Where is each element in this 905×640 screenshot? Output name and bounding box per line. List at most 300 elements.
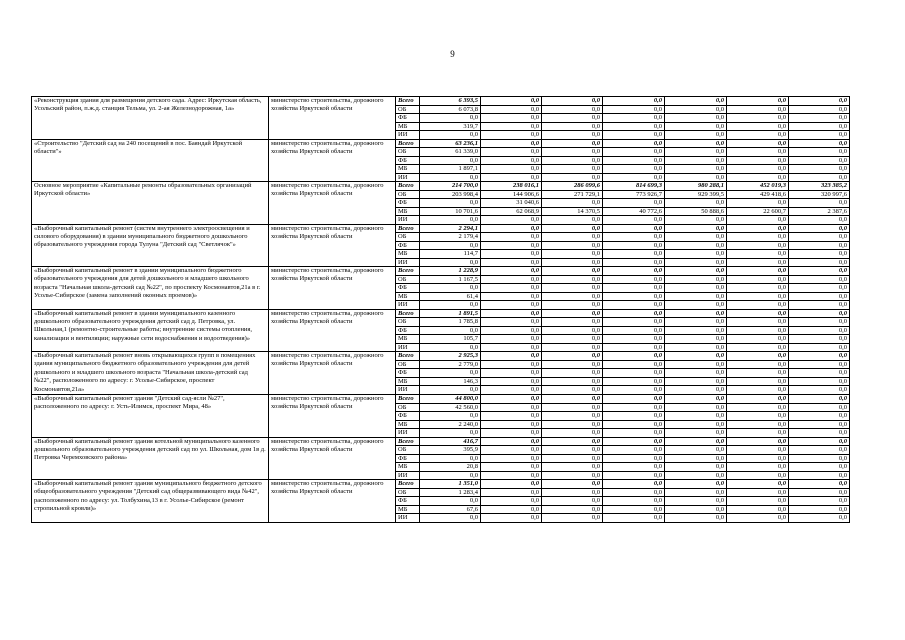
- amount-cell: 0,0: [727, 199, 789, 208]
- funding-source-label: ФБ: [396, 114, 420, 123]
- amount-cell: 0,0: [789, 429, 850, 438]
- measure-name: «Строительство "Детский сад на 240 посещений в пос. Баяндай Иркутской области"»: [32, 139, 269, 182]
- amount-cell: 286 099,6: [542, 182, 603, 191]
- amount-cell: 0,0: [420, 412, 481, 421]
- amount-cell: 0,0: [727, 505, 789, 514]
- amount-cell: 0,0: [665, 360, 727, 369]
- amount-cell: 0,0: [727, 97, 789, 106]
- amount-cell: 0,0: [603, 301, 665, 310]
- table-row: [32, 480, 850, 489]
- table-row: [32, 139, 850, 148]
- amount-cell: 0,0: [603, 292, 665, 301]
- amount-cell: 395,9: [420, 446, 481, 455]
- amount-cell: 0,0: [603, 131, 665, 140]
- amount-cell: 44 800,0: [420, 395, 481, 404]
- amount-cell: 61,4: [420, 292, 481, 301]
- amount-cell: 0,0: [665, 318, 727, 327]
- amount-cell: 0,0: [789, 292, 850, 301]
- amount-cell: 0,0: [665, 420, 727, 429]
- amount-cell: 0,0: [789, 352, 850, 361]
- amount-cell: 6 073,8: [420, 105, 481, 114]
- measure-name: «Выборочный капитальный ремонт вновь открывающихся групп в помещениях здания муниципального бюджетного образовательного учреждения для детей дошкольного и младшего школьного возраста "Начальная школа-детский сад №22", расположенного по адресу: г. Усолье-Сибирское, проспект Космонавтов,21а»: [32, 352, 269, 395]
- amount-cell: 1 351,0: [420, 480, 481, 489]
- amount-cell: 0,0: [603, 258, 665, 267]
- amount-cell: 0,0: [789, 301, 850, 310]
- amount-cell: 0,0: [665, 114, 727, 123]
- amount-cell: 0,0: [603, 463, 665, 472]
- table-row: [32, 352, 850, 361]
- amount-cell: 0,0: [727, 488, 789, 497]
- funding-source-label: ОБ: [396, 360, 420, 369]
- amount-cell: 0,0: [603, 122, 665, 131]
- amount-cell: 0,0: [603, 505, 665, 514]
- amount-cell: 0,0: [727, 377, 789, 386]
- amount-cell: 0,0: [789, 318, 850, 327]
- amount-cell: 0,0: [603, 471, 665, 480]
- amount-cell: 0,0: [603, 412, 665, 421]
- amount-cell: 1 228,9: [420, 267, 481, 276]
- amount-cell: 0,0: [420, 131, 481, 140]
- amount-cell: 0,0: [481, 335, 542, 344]
- amount-cell: 0,0: [420, 471, 481, 480]
- amount-cell: 0,0: [481, 514, 542, 523]
- amount-cell: 0,0: [665, 224, 727, 233]
- amount-cell: 929 399,5: [665, 190, 727, 199]
- amount-cell: 0,0: [542, 267, 603, 276]
- amount-cell: 0,0: [665, 429, 727, 438]
- funding-source-label: ИИ: [396, 514, 420, 523]
- amount-cell: 0,0: [727, 514, 789, 523]
- amount-cell: 0,0: [542, 446, 603, 455]
- amount-cell: 0,0: [481, 454, 542, 463]
- amount-cell: 0,0: [481, 275, 542, 284]
- amount-cell: 0,0: [789, 275, 850, 284]
- amount-cell: 0,0: [542, 326, 603, 335]
- amount-cell: 0,0: [789, 369, 850, 378]
- amount-cell: 0,0: [542, 497, 603, 506]
- amount-cell: 0,0: [603, 275, 665, 284]
- amount-cell: 0,0: [603, 437, 665, 446]
- funding-source-label: ФБ: [396, 199, 420, 208]
- amount-cell: 1 897,1: [420, 165, 481, 174]
- table-row: [32, 224, 850, 233]
- funding-source-label: Всего: [396, 97, 420, 106]
- funding-source-label: МБ: [396, 122, 420, 131]
- amount-cell: 0,0: [542, 360, 603, 369]
- amount-cell: 0,0: [665, 497, 727, 506]
- funding-source-label: Всего: [396, 182, 420, 191]
- amount-cell: 0,0: [789, 224, 850, 233]
- amount-cell: 0,0: [542, 488, 603, 497]
- funding-source-label: ФБ: [396, 284, 420, 293]
- amount-cell: 0,0: [789, 403, 850, 412]
- amount-cell: 0,0: [542, 403, 603, 412]
- amount-cell: 0,0: [542, 139, 603, 148]
- funding-source-label: МБ: [396, 292, 420, 301]
- executor-name: министерство строительства, дорожного хозяйства Иркутской области: [269, 139, 396, 182]
- amount-cell: 0,0: [542, 105, 603, 114]
- funding-source-label: МБ: [396, 165, 420, 174]
- amount-cell: 0,0: [665, 97, 727, 106]
- amount-cell: 0,0: [665, 148, 727, 157]
- amount-cell: 0,0: [727, 224, 789, 233]
- amount-cell: 0,0: [481, 463, 542, 472]
- amount-cell: 0,0: [665, 284, 727, 293]
- table-row: [32, 309, 850, 318]
- amount-cell: 0,0: [481, 224, 542, 233]
- page-number: 9: [450, 49, 455, 59]
- amount-cell: 0,0: [727, 131, 789, 140]
- funding-source-label: ИИ: [396, 471, 420, 480]
- amount-cell: 105,7: [420, 335, 481, 344]
- amount-cell: 0,0: [603, 250, 665, 259]
- amount-cell: 0,0: [603, 114, 665, 123]
- amount-cell: 0,0: [481, 471, 542, 480]
- amount-cell: 0,0: [727, 114, 789, 123]
- table-row: [32, 182, 850, 191]
- amount-cell: 0,0: [727, 437, 789, 446]
- measure-name: «Выборочный капитальный ремонт в здании муниципального казенного дошкольного образовательного учреждения детский сад д. Петровка, ул. Школьная,1 (ремонтно-строительные работы; внутренние системы отопления, канализации и вентиляции; наружные сети водоснабжения и водоотведения)»: [32, 309, 269, 352]
- amount-cell: 0,0: [481, 301, 542, 310]
- amount-cell: 0,0: [481, 292, 542, 301]
- amount-cell: 0,0: [420, 258, 481, 267]
- amount-cell: 0,0: [542, 395, 603, 404]
- amount-cell: 0,0: [727, 241, 789, 250]
- amount-cell: 0,0: [789, 131, 850, 140]
- amount-cell: 0,0: [665, 199, 727, 208]
- amount-cell: 0,0: [727, 275, 789, 284]
- measure-name: «Реконструкция здания для размещения детского сада. Адрес: Иркутская область, Усольский район, п.ж.д. станция Тельма, ул. 2-ая Железнодорожная, 1а»: [32, 97, 269, 140]
- amount-cell: 0,0: [727, 258, 789, 267]
- amount-cell: 0,0: [481, 284, 542, 293]
- amount-cell: 0,0: [542, 429, 603, 438]
- amount-cell: 0,0: [789, 309, 850, 318]
- amount-cell: 2 925,3: [420, 352, 481, 361]
- funding-source-label: ФБ: [396, 369, 420, 378]
- amount-cell: 0,0: [727, 395, 789, 404]
- funding-source-label: ОБ: [396, 190, 420, 199]
- amount-cell: 0,0: [789, 165, 850, 174]
- amount-cell: 0,0: [603, 395, 665, 404]
- amount-cell: 2 179,4: [420, 233, 481, 242]
- executor-name: министерство строительства, дорожного хозяйства Иркутской области: [269, 352, 396, 395]
- amount-cell: 0,0: [665, 488, 727, 497]
- amount-cell: 1 283,4: [420, 488, 481, 497]
- amount-cell: 0,0: [789, 233, 850, 242]
- amount-cell: 0,0: [727, 233, 789, 242]
- amount-cell: 0,0: [603, 309, 665, 318]
- amount-cell: 42 560,0: [420, 403, 481, 412]
- amount-cell: 0,0: [420, 199, 481, 208]
- amount-cell: 31 040,6: [481, 199, 542, 208]
- amount-cell: 0,0: [542, 505, 603, 514]
- funding-source-label: Всего: [396, 352, 420, 361]
- amount-cell: 0,0: [603, 173, 665, 182]
- amount-cell: 0,0: [420, 156, 481, 165]
- amount-cell: 0,0: [789, 250, 850, 259]
- amount-cell: 0,0: [789, 395, 850, 404]
- amount-cell: 0,0: [727, 148, 789, 157]
- amount-cell: 0,0: [727, 497, 789, 506]
- amount-cell: 0,0: [481, 352, 542, 361]
- table-row: [32, 395, 850, 404]
- amount-cell: 0,0: [603, 199, 665, 208]
- measure-name: «Выборочный капитальный ремонт здания "Детский сад-ясли №27", расположенного по адресу: г. Усть-Илимск, проспект Мира, 48»: [32, 395, 269, 438]
- amount-cell: 0,0: [665, 377, 727, 386]
- funding-source-label: Всего: [396, 309, 420, 318]
- funding-source-label: Всего: [396, 437, 420, 446]
- amount-cell: 62 068,9: [481, 207, 542, 216]
- funding-source-label: Всего: [396, 480, 420, 489]
- amount-cell: 0,0: [789, 497, 850, 506]
- amount-cell: 0,0: [727, 335, 789, 344]
- amount-cell: 0,0: [789, 241, 850, 250]
- funding-source-label: ОБ: [396, 488, 420, 497]
- funding-source-label: МБ: [396, 377, 420, 386]
- amount-cell: 0,0: [789, 446, 850, 455]
- amount-cell: 0,0: [789, 505, 850, 514]
- amount-cell: 0,0: [665, 301, 727, 310]
- amount-cell: 0,0: [603, 480, 665, 489]
- amount-cell: 0,0: [481, 377, 542, 386]
- amount-cell: 0,0: [727, 463, 789, 472]
- amount-cell: 0,0: [665, 241, 727, 250]
- amount-cell: 0,0: [603, 360, 665, 369]
- amount-cell: 0,0: [481, 258, 542, 267]
- amount-cell: 0,0: [542, 122, 603, 131]
- amount-cell: 0,0: [665, 505, 727, 514]
- funding-source-label: МБ: [396, 207, 420, 216]
- amount-cell: 0,0: [789, 335, 850, 344]
- amount-cell: 0,0: [727, 454, 789, 463]
- amount-cell: 0,0: [665, 139, 727, 148]
- amount-cell: 0,0: [481, 165, 542, 174]
- amount-cell: 0,0: [420, 454, 481, 463]
- amount-cell: 0,0: [665, 275, 727, 284]
- amount-cell: 0,0: [603, 105, 665, 114]
- amount-cell: 0,0: [542, 114, 603, 123]
- amount-cell: 0,0: [727, 301, 789, 310]
- amount-cell: 0,0: [665, 173, 727, 182]
- executor-name: министерство строительства, дорожного хозяйства Иркутской области: [269, 480, 396, 523]
- amount-cell: 0,0: [727, 216, 789, 225]
- amount-cell: 0,0: [665, 156, 727, 165]
- amount-cell: 0,0: [481, 309, 542, 318]
- amount-cell: 0,0: [665, 335, 727, 344]
- amount-cell: 0,0: [542, 480, 603, 489]
- amount-cell: 0,0: [665, 258, 727, 267]
- amount-cell: 0,0: [542, 250, 603, 259]
- amount-cell: 0,0: [420, 173, 481, 182]
- amount-cell: 0,0: [789, 284, 850, 293]
- measure-name: «Выборочный капитальный ремонт в здании муниципального бюджетного образовательного учреждения для детей дошкольного и младшего школьного возраста "Начальная школа-детский сад №22", по проспекту Космонавтов,21а в г. Усолье-Сибирское (замена заполнений оконных проемов)»: [32, 267, 269, 310]
- amount-cell: 0,0: [542, 437, 603, 446]
- funding-source-label: ОБ: [396, 446, 420, 455]
- executor-name: министерство строительства, дорожного хозяйства Иркутской области: [269, 97, 396, 140]
- funding-source-label: ИИ: [396, 429, 420, 438]
- funding-source-label: ФБ: [396, 412, 420, 421]
- amount-cell: 0,0: [603, 267, 665, 276]
- amount-cell: 0,0: [542, 514, 603, 523]
- amount-cell: 0,0: [603, 343, 665, 352]
- amount-cell: 0,0: [665, 292, 727, 301]
- funding-source-label: ИИ: [396, 131, 420, 140]
- amount-cell: 0,0: [481, 446, 542, 455]
- amount-cell: 0,0: [603, 403, 665, 412]
- amount-cell: 0,0: [727, 471, 789, 480]
- amount-cell: 0,0: [481, 429, 542, 438]
- amount-cell: 0,0: [727, 139, 789, 148]
- amount-cell: 0,0: [481, 241, 542, 250]
- amount-cell: 0,0: [727, 403, 789, 412]
- amount-cell: 0,0: [789, 386, 850, 395]
- amount-cell: 0,0: [603, 352, 665, 361]
- amount-cell: 0,0: [542, 233, 603, 242]
- amount-cell: 0,0: [603, 326, 665, 335]
- amount-cell: 0,0: [603, 318, 665, 327]
- funding-source-label: Всего: [396, 267, 420, 276]
- amount-cell: 0,0: [542, 412, 603, 421]
- amount-cell: 0,0: [727, 352, 789, 361]
- amount-cell: 773 926,7: [603, 190, 665, 199]
- amount-cell: 0,0: [542, 386, 603, 395]
- amount-cell: 0,0: [727, 173, 789, 182]
- amount-cell: 0,0: [727, 267, 789, 276]
- amount-cell: 0,0: [727, 360, 789, 369]
- amount-cell: 0,0: [542, 377, 603, 386]
- funding-source-label: ИИ: [396, 386, 420, 395]
- amount-cell: 0,0: [727, 412, 789, 421]
- amount-cell: 0,0: [542, 131, 603, 140]
- amount-cell: 0,0: [603, 284, 665, 293]
- funding-source-label: ФБ: [396, 241, 420, 250]
- amount-cell: 0,0: [420, 241, 481, 250]
- executor-name: министерство строительства, дорожного хозяйства Иркутской области: [269, 437, 396, 480]
- amount-cell: 63 236,1: [420, 139, 481, 148]
- table-row: [32, 267, 850, 276]
- amount-cell: 2 294,1: [420, 224, 481, 233]
- amount-cell: 0,0: [727, 343, 789, 352]
- amount-cell: 238 016,1: [481, 182, 542, 191]
- executor-name: министерство строительства, дорожного хозяйства Иркутской области: [269, 267, 396, 310]
- amount-cell: 0,0: [420, 216, 481, 225]
- amount-cell: 0,0: [727, 480, 789, 489]
- amount-cell: 0,0: [542, 343, 603, 352]
- amount-cell: 20,8: [420, 463, 481, 472]
- amount-cell: 0,0: [789, 258, 850, 267]
- amount-cell: 0,0: [603, 216, 665, 225]
- amount-cell: 452 019,3: [727, 182, 789, 191]
- amount-cell: 0,0: [420, 114, 481, 123]
- amount-cell: 323 385,2: [789, 182, 850, 191]
- amount-cell: 0,0: [603, 165, 665, 174]
- amount-cell: 416,7: [420, 437, 481, 446]
- amount-cell: 0,0: [727, 326, 789, 335]
- amount-cell: 0,0: [665, 437, 727, 446]
- amount-cell: 0,0: [727, 156, 789, 165]
- amount-cell: 0,0: [542, 463, 603, 472]
- amount-cell: 0,0: [420, 301, 481, 310]
- amount-cell: 0,0: [481, 488, 542, 497]
- funding-source-label: ФБ: [396, 497, 420, 506]
- amount-cell: 0,0: [665, 395, 727, 404]
- amount-cell: 0,0: [665, 343, 727, 352]
- amount-cell: 0,0: [603, 497, 665, 506]
- amount-cell: 0,0: [665, 514, 727, 523]
- amount-cell: 0,0: [542, 173, 603, 182]
- funding-source-label: ИИ: [396, 258, 420, 267]
- amount-cell: 0,0: [665, 105, 727, 114]
- amount-cell: 0,0: [481, 480, 542, 489]
- amount-cell: 271 729,1: [542, 190, 603, 199]
- amount-cell: 0,0: [603, 386, 665, 395]
- amount-cell: 0,0: [542, 97, 603, 106]
- amount-cell: 1 891,5: [420, 309, 481, 318]
- amount-cell: 0,0: [789, 463, 850, 472]
- amount-cell: 0,0: [603, 139, 665, 148]
- amount-cell: 0,0: [420, 386, 481, 395]
- amount-cell: 0,0: [789, 360, 850, 369]
- amount-cell: 0,0: [603, 429, 665, 438]
- amount-cell: 10 701,6: [420, 207, 481, 216]
- amount-cell: 0,0: [603, 454, 665, 463]
- amount-cell: 0,0: [420, 514, 481, 523]
- funding-source-label: ОБ: [396, 233, 420, 242]
- amount-cell: 0,0: [603, 377, 665, 386]
- amount-cell: 0,0: [481, 122, 542, 131]
- measure-name: «Выборочный капитальный ремонт здания муниципального бюджетного детского общеобразовательного учреждения "Детский сад общеразвивающего вида №42", расположенного по адресу: ул. Толбухина,13 в г. Усолье-Сибирское (ремонт стропильной кровли)»: [32, 480, 269, 523]
- amount-cell: 0,0: [665, 386, 727, 395]
- amount-cell: 0,0: [542, 369, 603, 378]
- amount-cell: 0,0: [542, 420, 603, 429]
- amount-cell: 0,0: [789, 114, 850, 123]
- executor-name: министерство строительства, дорожного хозяйства Иркутской области: [269, 395, 396, 438]
- amount-cell: 0,0: [481, 403, 542, 412]
- amount-cell: 0,0: [665, 131, 727, 140]
- amount-cell: 0,0: [542, 292, 603, 301]
- amount-cell: 0,0: [665, 122, 727, 131]
- funding-source-label: Всего: [396, 395, 420, 404]
- funding-source-label: ФБ: [396, 454, 420, 463]
- amount-cell: 320 997,6: [789, 190, 850, 199]
- funding-source-label: МБ: [396, 420, 420, 429]
- amount-cell: 0,0: [789, 437, 850, 446]
- amount-cell: 0,0: [727, 292, 789, 301]
- measure-name: «Выборочный капитальный ремонт здания котельной муниципального казенного дошкольного образовательного учреждения детский сад по ул. Школьная, дом 1в д. Петровка Черемховского района»: [32, 437, 269, 480]
- amount-cell: 0,0: [727, 122, 789, 131]
- amount-cell: 0,0: [665, 165, 727, 174]
- amount-cell: 0,0: [420, 429, 481, 438]
- amount-cell: 0,0: [727, 165, 789, 174]
- amount-cell: 0,0: [481, 505, 542, 514]
- amount-cell: 0,0: [481, 97, 542, 106]
- amount-cell: 0,0: [665, 480, 727, 489]
- amount-cell: 0,0: [665, 216, 727, 225]
- amount-cell: 0,0: [665, 412, 727, 421]
- amount-cell: 0,0: [789, 454, 850, 463]
- amount-cell: 0,0: [481, 412, 542, 421]
- amount-cell: 0,0: [603, 488, 665, 497]
- amount-cell: 0,0: [420, 284, 481, 293]
- executor-name: министерство строительства, дорожного хозяйства Иркутской области: [269, 224, 396, 267]
- amount-cell: 0,0: [603, 156, 665, 165]
- amount-cell: 0,0: [481, 156, 542, 165]
- amount-cell: 0,0: [542, 471, 603, 480]
- amount-cell: 0,0: [542, 216, 603, 225]
- measure-name: Основное мероприятие «Капитальные ремонты образовательных организаций Иркутской области»: [32, 182, 269, 225]
- amount-cell: 0,0: [727, 105, 789, 114]
- amount-cell: 319,7: [420, 122, 481, 131]
